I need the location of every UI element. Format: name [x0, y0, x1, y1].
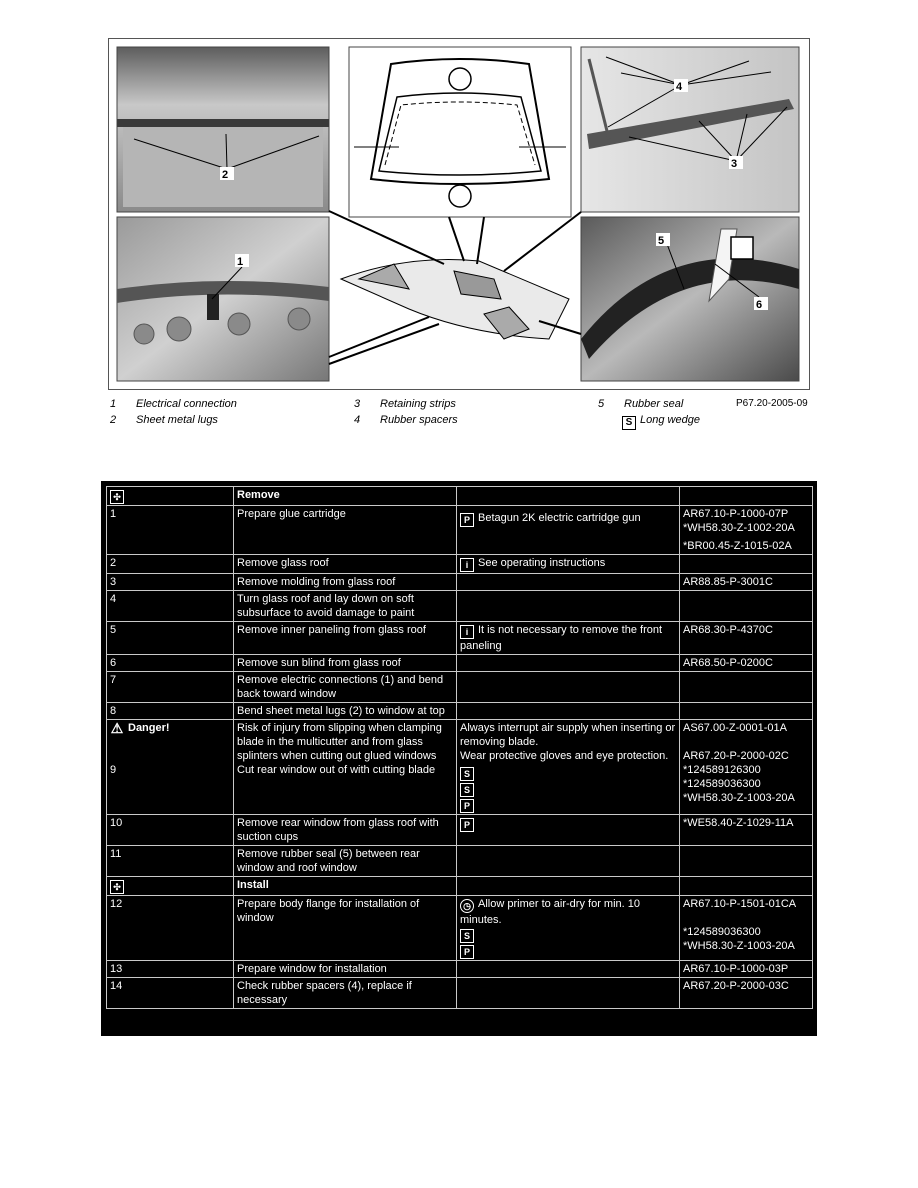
procedure-table — [106, 486, 813, 1009]
legend-item-3: 3 Retaining strips — [354, 398, 456, 410]
procedure-table-container — [101, 481, 817, 1036]
special-tool-icon: S — [460, 767, 474, 781]
info-icon: i — [460, 558, 474, 572]
figure-legend — [108, 396, 818, 436]
figure-code: P67.20-2005-09 — [736, 398, 808, 409]
legend-item-long-wedge: S Long wedge — [622, 414, 700, 430]
table-row: 5 Remove inner paneling from glass roof i It is not necessary to remove the front paneling AR68.30-P-4370C — [107, 622, 813, 655]
svg-text:3: 3 — [731, 158, 738, 170]
table-row: 1 Prepare glue cartridge P Betagun 2K electric cartridge gun AR67.10-P-1000-07P *WH58.30-Z-1002-20A *BR00.45-Z-1015-02A — [107, 506, 813, 555]
tool-icon: P — [460, 945, 474, 959]
table-row: ✣ Remove — [107, 487, 813, 506]
info-icon: i — [460, 625, 474, 639]
table-row: 7 Remove electric connections (1) and bend back toward window — [107, 672, 813, 703]
roof-overview-drawing — [341, 259, 569, 339]
legend-item-4: 4 Rubber spacers — [354, 414, 458, 426]
special-tool-icon: S — [460, 929, 474, 943]
illustration-figure — [108, 38, 810, 390]
tool-icon: P — [460, 513, 474, 527]
table-row: 12 Prepare body flange for installation of window ◷ Allow primer to air-dry for min. 10 minutes. S P AR67.10-P-1501-01CA *124589036300 *WH58.30-Z-1003-20A — [107, 896, 813, 961]
photo-electrical-connection — [117, 217, 329, 381]
svg-text:6: 6 — [756, 299, 763, 311]
tool-icon: P — [460, 799, 474, 813]
table-row: 4 Turn glass roof and lay down on soft subsurface to avoid damage to paint — [107, 591, 813, 622]
table-row: 11 Remove rubber seal (5) between rear window and roof window — [107, 846, 813, 877]
table-row: ✣ Install — [107, 877, 813, 896]
table-row-danger: ⚠ Danger! 9 Risk of injury from slipping when clamping blade in the multicutter and from glass splinters when cutting out glued windows Cut rear window out of with cutting blade Always interrupt air supply when inserting or removing blade. Wear protective gloves and eye protection. S S P AS67.00-Z-0001-01A AR67.20-P-2000-02C *124589126300 *124589036300 *WH58.30-Z-1003-20A — [107, 720, 813, 815]
legend-item-1: 1 Electrical connection — [110, 398, 237, 410]
table-row: 14 Check rubber spacers (4), replace if necessary AR67.20-P-2000-03C — [107, 978, 813, 1009]
drawing-glass-roof-outline — [349, 47, 571, 217]
special-tool-icon: S — [622, 416, 636, 430]
special-tool-icon: S — [460, 783, 474, 797]
table-row: 8 Bend sheet metal lugs (2) to window at top — [107, 703, 813, 720]
svg-text:2: 2 — [222, 169, 229, 181]
svg-text:4: 4 — [676, 81, 683, 93]
svg-text:5: 5 — [658, 235, 665, 247]
table-row: 2 Remove glass roof i See operating instructions — [107, 555, 813, 574]
legend-item-2: 2 Sheet metal lugs — [110, 414, 218, 426]
install-section-icon: ✣ — [110, 880, 124, 894]
photo-sheet-metal-lugs — [117, 47, 329, 212]
timer-icon: ◷ — [460, 899, 474, 913]
remove-section-icon: ✣ — [110, 490, 124, 504]
legend-item-5: 5 Rubber seal — [598, 398, 684, 410]
table-row: 13 Prepare window for installation AR67.10-P-1000-03P — [107, 961, 813, 978]
warning-icon: ⚠ — [110, 720, 124, 736]
table-row: 6 Remove sun blind from glass roof AR68.50-P-0200C — [107, 655, 813, 672]
tool-icon: P — [460, 818, 474, 832]
svg-text:1: 1 — [237, 256, 244, 268]
glass-roof-diagram — [109, 39, 809, 389]
table-row: 10 Remove rear window from glass roof with suction cups P *WE58.40-Z-1029-11A — [107, 815, 813, 846]
table-row: 3 Remove molding from glass roof AR88.85-P-3001C — [107, 574, 813, 591]
